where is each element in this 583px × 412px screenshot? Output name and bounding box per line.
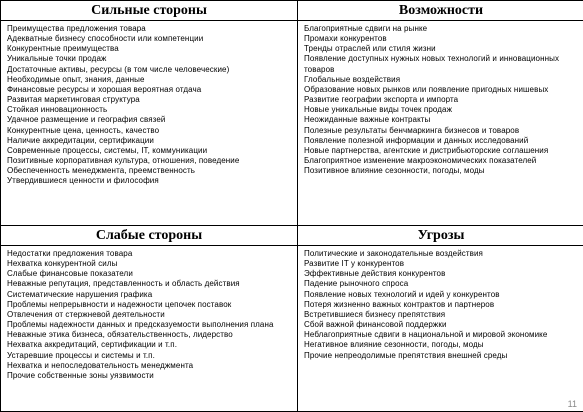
opportunities-cell <box>298 1 583 226</box>
strengths-title: Сильные стороны <box>1 1 297 21</box>
list-item: Адекватные бизнесу способности или компетенции <box>7 34 204 44</box>
list-item: Конкурентные преимущества <box>7 44 119 54</box>
list-item: Стойкая инновационность <box>7 105 108 115</box>
list-item: Появление новых технологий и идей у конкурентов <box>304 289 500 299</box>
list-item: Современные процессы, системы, IT, коммуникации <box>7 145 208 155</box>
list-item: Уникальные точки продаж <box>7 54 107 64</box>
list-item: Появление полезной информации и данных исследований <box>304 135 529 145</box>
opportunities-title: Возможности <box>298 1 583 21</box>
list-item: Неважные репутация, представленность и область действия <box>7 279 240 289</box>
list-item: Неблагоприятные сдвиги в национальной и мировой экономике <box>304 330 548 340</box>
list-item: Позитивное влияние сезонности, погоды, моды <box>304 166 485 176</box>
list-item: Благоприятные сдвиги на рынке <box>304 24 428 33</box>
opportunities-list <box>298 21 583 176</box>
list-item: Развитие IT у конкурентов <box>304 259 405 269</box>
list-item: Эффективные действия конкурентов <box>304 269 446 279</box>
list-item: Неважные этика бизнеса, обязательственность, лидерство <box>7 330 233 340</box>
weaknesses-list <box>1 246 297 381</box>
list-item: Нехватка аккредитаций, сертификации и т.п. <box>7 340 178 350</box>
list-item: Недостатки предложения товара <box>7 249 133 258</box>
list-item: Глобальные воздействия <box>304 74 401 84</box>
list-item: Конкурентные цена, ценность, качество <box>7 125 160 135</box>
list-item: Нехватка и непоследовательность менеджмента <box>7 360 194 370</box>
strengths-list <box>1 21 297 187</box>
list-item: Прочие непреодолимые препятствия внешней среды <box>304 350 508 360</box>
weaknesses-title: Слабые стороны <box>1 226 297 246</box>
list-item: Обеспеченность менеджмента, преемственность <box>7 166 196 176</box>
list-item: Образование новых рынков или появление пригодных нишевых <box>304 84 549 94</box>
list-item: Политические и законодательные воздействия <box>304 249 483 258</box>
list-item: Негативное влияние сезонности, погоды, моды <box>304 340 484 350</box>
list-item: Промахи конкурентов <box>304 34 387 44</box>
list-item: Наличие аккредитации, сертификации <box>7 135 154 145</box>
list-item: Нехватка конкурентной силы <box>7 259 118 269</box>
threats-title: Угрозы <box>298 226 583 246</box>
list-item: Отвлечения от стержневой деятельности <box>7 309 165 319</box>
list-item: Проблемы непрерывности и надежности цепочек поставок <box>7 299 232 309</box>
list-item: Слабые финансовые показатели <box>7 269 133 279</box>
list-item: Необходимые опыт, знания, данные <box>7 74 145 84</box>
page-number: 11 <box>567 399 577 409</box>
list-item: Преимущества предложения товара <box>7 24 146 33</box>
list-item: Развитие географии экспорта и импорта <box>304 95 459 105</box>
list-item: Финансовые ресурсы и хорошая вероятная отдача <box>7 84 202 94</box>
list-item: Потеря жизненно важных контрактов и партнеров <box>304 299 495 309</box>
list-item: Появление доступных нужных новых технологий и инновационных товаров <box>304 54 560 74</box>
list-item: Достаточные активы, ресурсы (в том числе человеческие) <box>7 64 230 74</box>
threats-list <box>298 246 583 361</box>
list-item: Позитивные корпоративная культура, отношения, поведение <box>7 156 240 166</box>
list-item: Новые партнерства, агентские и дистрибьюторские соглашения <box>304 145 549 155</box>
strengths-cell <box>1 1 298 226</box>
weaknesses-cell <box>1 226 298 412</box>
list-item: Неожиданные важные контракты <box>304 115 431 125</box>
list-item: Устаревшие процессы и системы и т.п. <box>7 350 155 360</box>
list-item: Полезные результаты бенчмаркинга бизнесов и товаров <box>304 125 520 135</box>
list-item: Развитая маркетинговая структура <box>7 95 140 105</box>
list-item: Проблемы надежности данных и предсказуемости выполнения плана <box>7 320 274 330</box>
list-item: Новые уникальные виды точек продаж <box>304 105 453 115</box>
list-item: Тренды отраслей или стиля жизни <box>304 44 436 54</box>
list-item: Благоприятное изменение макроэкономических показателей <box>304 156 537 166</box>
list-item: Прочие собственные зоны уязвимости <box>7 370 154 380</box>
threats-cell <box>298 226 583 412</box>
list-item: Систематические нарушения графика <box>7 289 153 299</box>
list-item: Встретившиеся бизнесу препятствия <box>304 309 446 319</box>
list-item: Удачное размещение и география связей <box>7 115 166 125</box>
list-item: Падение рыночного спроса <box>304 279 409 289</box>
list-item: Сбой важной финансовой поддержки <box>304 320 447 330</box>
list-item: Утвердившиеся ценности и философия <box>7 176 159 186</box>
